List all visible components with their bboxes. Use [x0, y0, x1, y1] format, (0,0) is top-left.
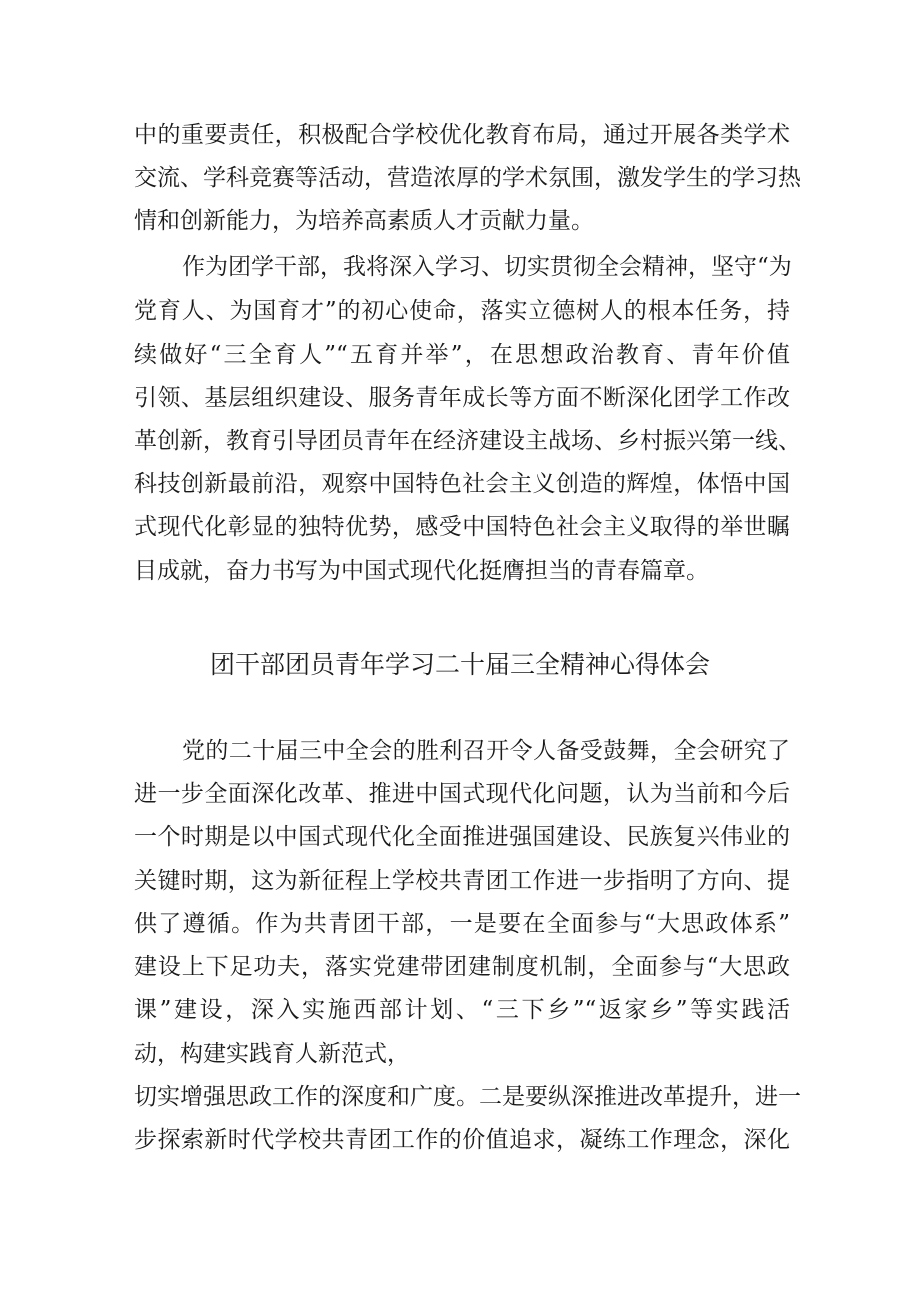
text-line: 步探索新时代学校共青团工作的价值追求，凝练工作理念，深化 — [134, 1127, 790, 1153]
text-line: 切实增强思政工作的深度和广度。二是要纵深推进改革提升，进一 — [134, 1084, 801, 1110]
text-line: 交流、学科竞赛等活动，营造浓厚的学术氛围，激发学生的学习热 — [134, 165, 801, 191]
text-line: 科技创新最前沿，观察中国特色社会主义创造的辉煌，体悟中国 — [134, 471, 790, 497]
text-line: 建设上下足功夫，落实党建带团建制度机制，全面参与“大思政 — [134, 954, 790, 980]
text-line: 动，构建实践育人新范式， — [134, 1041, 410, 1067]
text-line: 目成就，奋力书写为中国式现代化挺膺担当的青春篇章。 — [134, 558, 709, 584]
text-line: 引领、基层组织建设、服务青年成长等方面不断深化团学工作改 — [134, 385, 790, 411]
text-line: 作为团学干部，我将深入学习、切实贯彻全会精神，坚守“为 — [182, 254, 792, 280]
text-line: 党育人、为国育才”的初心使命，落实立德树人的根本任务，持 — [134, 298, 790, 324]
text-line: 党的二十届三中全会的胜利召开令人备受鼓舞，全会研究了 — [182, 738, 790, 764]
text-line: 情和创新能力，为培养高素质人才贡献力量。 — [134, 208, 594, 234]
text-line: 续做好“三全育人”“五育并举”，在思想政治教育、青年价值 — [134, 342, 790, 368]
text-line: 革创新，教育引导团员青年在经济建设主战场、乡村振兴第一线、 — [134, 428, 801, 454]
section-title: 团干部团员青年学习二十届三全精神心得体会 — [209, 650, 710, 679]
text-line: 课”建设，深入实施西部计划、“三下乡”“返家乡”等实践活 — [134, 997, 790, 1023]
text-line: 一个时期是以中国式现代化全面推进强国建设、民族复兴伟业的 — [134, 824, 790, 850]
text-line: 进一步全面深化改革、推进中国式现代化问题，认为当前和今后 — [134, 781, 790, 807]
text-line: 供了遵循。作为共青团干部，一是要在全面参与“大思政体系” — [134, 911, 790, 937]
text-line: 中的重要责任，积极配合学校优化教育布局，通过开展各类学术 — [134, 122, 790, 148]
text-line: 关键时期，这为新征程上学校共青团工作进一步指明了方向、提 — [134, 868, 790, 894]
text-line: 式现代化彰显的独特优势，感受中国特色社会主义取得的举世瞩 — [134, 514, 790, 540]
